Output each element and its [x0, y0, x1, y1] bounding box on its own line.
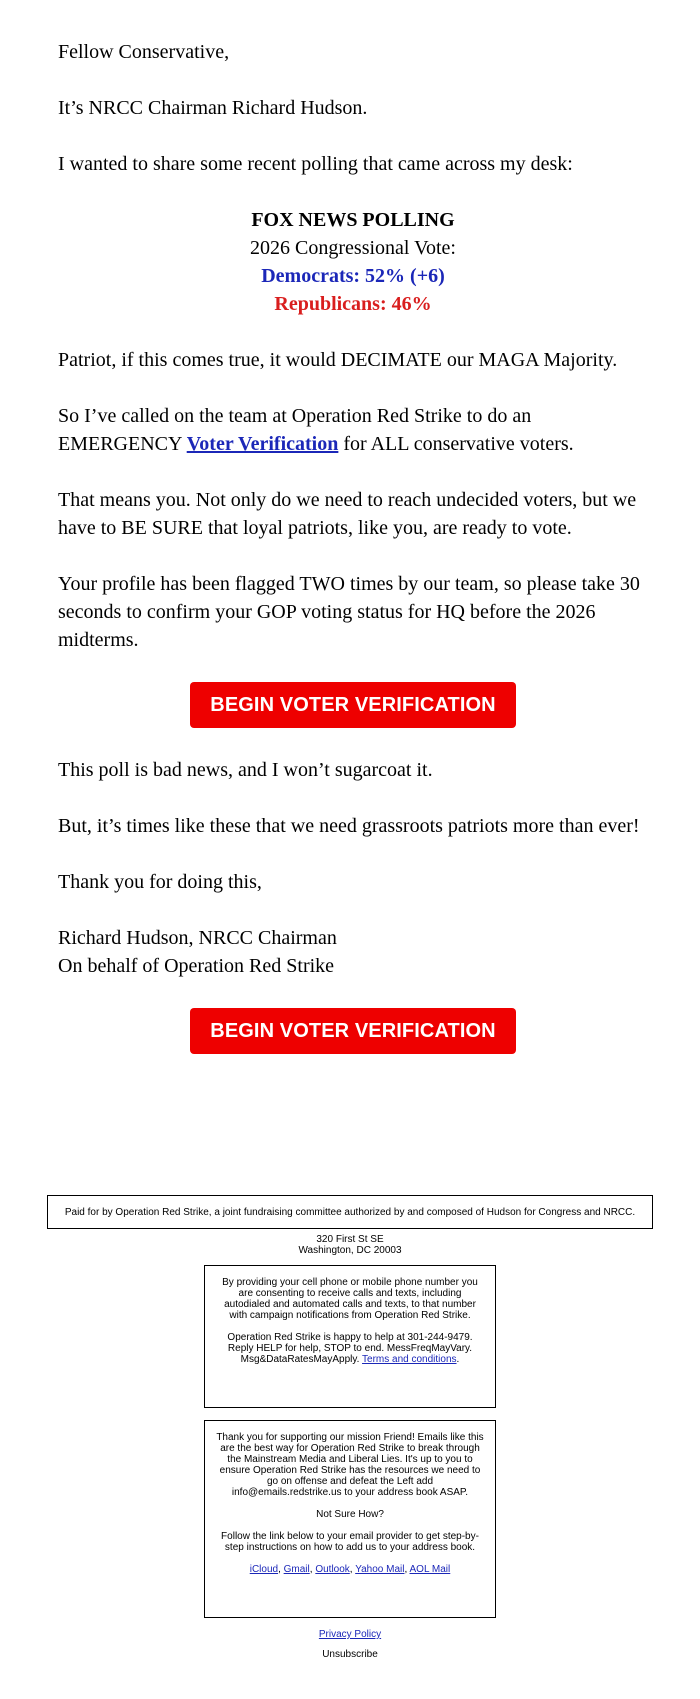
- gmail-link[interactable]: Gmail: [283, 1564, 310, 1575]
- privacy-row: [0, 1629, 700, 1640]
- share-line: I wanted to share some recent polling that came across my desk:: [58, 153, 573, 175]
- signature-behalf: On behalf of Operation Red Strike: [58, 955, 335, 977]
- thanks-support-text: Thank you for supporting our mission Friend! Emails like this are the best way for Operation Red Strike to break through the Mainstream Media and Liberal Lies. It's up to you to ensure Operation Red Strike has the resources we need to go on offense and defeat the Left add info@emails.redstrike.us to your address book ASAP.: [216, 1432, 484, 1498]
- not-sure-text: Not Sure How?: [316, 1509, 384, 1520]
- means-paragraph: That means you. Not only do we need to reach undecided voters, but we have to BE SURE that loyal patriots, like you, are ready to vote.: [58, 489, 637, 539]
- mailing-address: [0, 1234, 700, 1256]
- cta-row-1: [58, 682, 648, 728]
- begin-verification-button-2[interactable]: BEGIN VOTER VERIFICATION: [190, 1008, 516, 1054]
- unsubscribe-link[interactable]: Unsubscribe: [322, 1649, 378, 1660]
- intro-line: It’s NRCC Chairman Richard Hudson.: [58, 97, 368, 119]
- times-paragraph: But, it’s times like these that we need grassroots patriots more than ever!: [58, 815, 640, 837]
- privacy-policy-link[interactable]: Privacy Policy: [318, 1629, 382, 1640]
- follow-link-text: Follow the link below to your email provider to get step-by-step instructions on how to add us to your address book.: [221, 1531, 479, 1553]
- flagged-paragraph: Your profile has been flagged TWO times by our team, so please take 30 seconds to confirm your GOP voting status for HQ before the 2026 midterms.: [58, 573, 640, 651]
- poll-subtitle: 2026 Congressional Vote:: [250, 237, 456, 259]
- poll-title: FOX NEWS POLLING: [251, 209, 455, 231]
- voter-verification-link[interactable]: Voter Verification: [186, 433, 339, 455]
- sms-help-text: Operation Red Strike is happy to help at 301-244-9479. Reply HELP for help, STOP to end. MessFreqMayVary. Msg&DataRatesMayApply.: [227, 1332, 473, 1365]
- aol-mail-link[interactable]: AOL Mail: [409, 1564, 451, 1575]
- email-footer: [0, 1195, 700, 1660]
- paid-for-box: Paid for by Operation Red Strike, a joint fundraising committee authorized by and composed of Hudson for Congress and NRCC.: [47, 1195, 653, 1229]
- called-paragraph: [58, 402, 648, 458]
- sms-help-paragraph: Operation Red Strike is happy to help at 301-244-9479. Reply HELP for help, STOP to end. MessFreqMayVary. Msg&DataRatesMayApply. Terms and conditions.: [227, 1332, 473, 1365]
- address-book-box: [204, 1420, 496, 1618]
- address-line-2: Washington, DC 20003: [298, 1245, 402, 1256]
- greeting: Fellow Conservative,: [58, 41, 230, 63]
- begin-verification-button[interactable]: BEGIN VOTER VERIFICATION: [190, 682, 516, 728]
- called-text-before: So I’ve called on the team at Operation Red Strike to do an EMERGENCY: [58, 405, 532, 455]
- address-line-1: 320 First St SE: [316, 1234, 384, 1245]
- provider-links: iCloud, Gmail, Outlook, Yahoo Mail, AOL Mail: [249, 1564, 451, 1575]
- poll-democrats: Democrats: 52% (+6): [261, 265, 445, 287]
- thanks-paragraph: Thank you for doing this,: [58, 871, 262, 893]
- sms-consent-box: [204, 1265, 496, 1408]
- sms-consent-text: By providing your cell phone or mobile phone number you are consenting to receive calls and texts, including autodialed and automated calls and texts, to that number with campaign notifications from Operation Red Strike.: [222, 1277, 478, 1321]
- poll-block: [58, 206, 648, 318]
- outlook-link[interactable]: Outlook: [315, 1564, 350, 1575]
- signature-name: Richard Hudson, NRCC Chairman: [58, 927, 337, 949]
- patriot-paragraph: Patriot, if this comes true, it would DECIMATE our MAGA Majority.: [58, 349, 618, 371]
- icloud-link[interactable]: iCloud: [249, 1564, 279, 1575]
- yahoo-mail-link[interactable]: Yahoo Mail: [355, 1564, 405, 1575]
- signature: [58, 924, 648, 980]
- called-text-after: for ALL conservative voters.: [343, 433, 574, 455]
- cta-row-2: [58, 1008, 648, 1054]
- email-body: [58, 38, 648, 1082]
- bad-news-paragraph: This poll is bad news, and I won’t sugarcoat it.: [58, 759, 433, 781]
- terms-link[interactable]: Terms and conditions: [362, 1354, 457, 1365]
- poll-republicans: Republicans: 46%: [274, 293, 432, 315]
